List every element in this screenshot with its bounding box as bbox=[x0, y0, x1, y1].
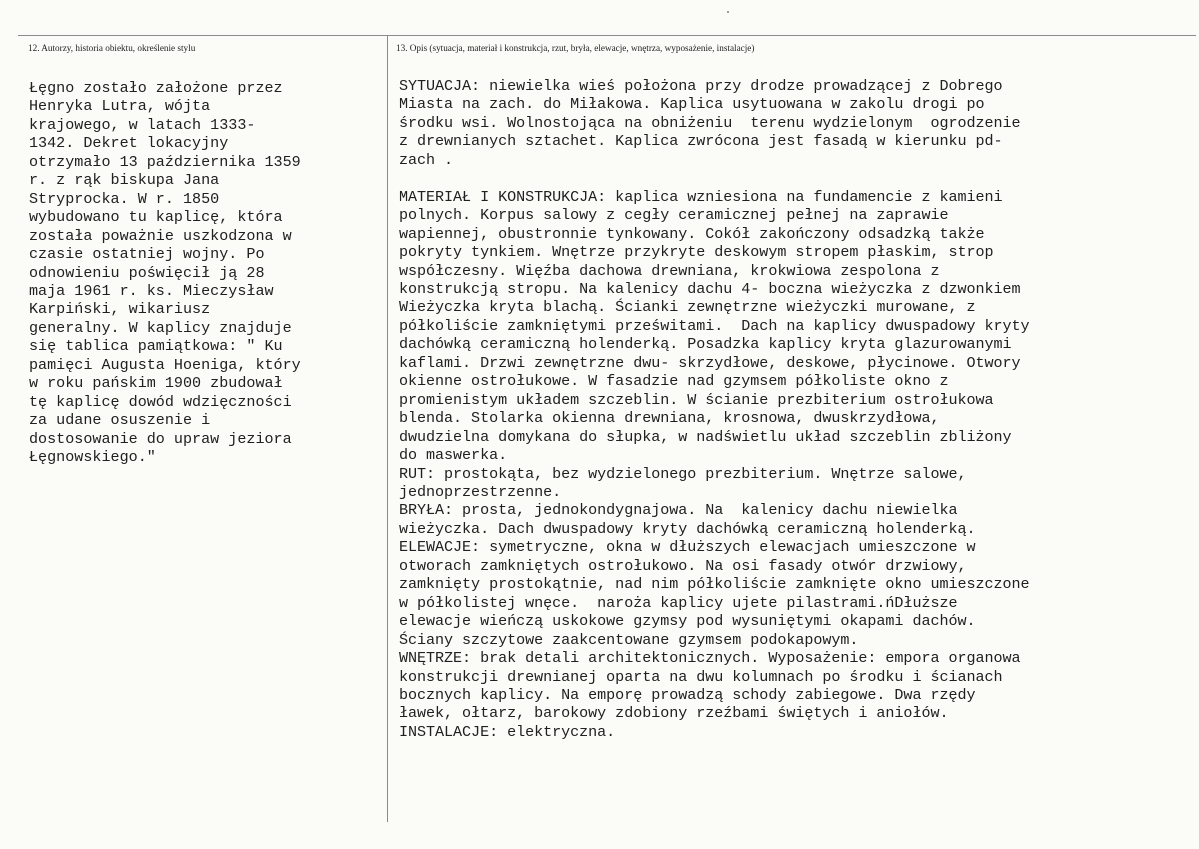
history-section-heading: 12. Autorzy, historia obiektu, określenie stylu bbox=[28, 43, 196, 53]
column-divider-line bbox=[387, 35, 388, 822]
top-border-line bbox=[18, 35, 1196, 36]
description-typewritten-text: SYTUACJA: niewielka wieś położona przy drodze prowadzącej z Dobrego Miasta na zach. do Miłakowa. Kaplica usytuowana w zakolu drogi po środku wsi. Wolnostojąca na obniżeniu terenu wydzielonym ogrodzenie z drewnianych sztachet. Kaplica zwrócona jest fasadą w kierunku pd- zach . MATERIAŁ I KONSTRUKCJA: kaplica wzniesiona na fundamencie z kamieni polnych. Korpus salowy z cegły ceramicznej pełnej na zaprawie wapiennej, obustronnie tynkowany. Cokół zakończony odsadzką także pokryty tynkiem. Wnętrze przykryte deskowym stropem płaskim, strop współczesny. Więźba dachowa drewniana, krokwiowa zespolona z konstrukcją stropu. Na kalenicy dachu 4- boczna wieżyczka z dzwonkiem Wieżyczka kryta blachą. Ścianki zewnętrzne wieżyczki murowane, z półkoliście zamkniętymi prześwitami. Dach na kaplicy dwuspadowy kryty dachówką ceramiczną holenderką. Posadzka kaplicy kryta glazurowanymi kaflami. Drzwi zewnętrzne dwu- skrzydłowe, deskowe, płycinowe. Otwory okienne ostrołukowe. W fasadzie nad gzymsem półkoliste okno z promienistym układem szczeblin. W ścianie prezbiterium ostrołukowa blenda. Stolarka okienna drewniana, krosnowa, dwuskrzydłowa, dwudzielna domykana do słupka, w nadświetlu układ szczeblin zbliżony do maswerka. RUT: prostokąta, bez wydzielonego prezbiterium. Wnętrze salowe, jednoprzestrzenne. BRYŁA: prosta, jednokondygnajowa. Na kalenicy dachu niewielka wieżyczka. Dach dwuspadowy kryty dachówką ceramiczną holenderką. ELEWACJE: symetryczne, okna w dłuższych elewacjach umieszczone w otworach zamkniętych ostrołukowo. Na osi fasady otwór drzwiowy, zamknięty prostokątnie, nad nim półkoliście zamknięte okno umieszczone w półkolistej wnęce. naroża kaplicy ujete pilastrami.ńDłuższe elewacje wieńczą uskokowe gzymsy pod wysuniętymi okapami dachów. Ściany szczytowe zaakcentowane gzymsem podokapowym. WNĘTRZE: brak detali architektonicznych. Wyposażenie: empora organowa konstrukcji drewnianej oparta na dwu kolumnach po środku i ścianach bocznych kaplicy. Na emporę prowadzą schody zabiegowe. Dwa rzędy ławek, ołtarz, barokowy zdobiony rzeźbami świętych i aniołów. INSTALACJE: elektryczna. bbox=[399, 77, 1030, 741]
description-section-heading: 13. Opis (sytuacja, materiał i konstrukcja, rzut, bryła, elewacje, wnętrza, wyposażenie, instalacje) bbox=[396, 43, 755, 53]
history-typewritten-text: Łęgno zostało założone przez Henryka Lutra, wójta krajowego, w latach 1333- 1342. Dekret lokacyjny otrzymało 13 października 1359 r. z rąk biskupa Jana Stryprocka. W r. 1850 wybudowano tu kaplicę, która została poważnie uszkodzona w czasie ostatniej wojny. Po odnowieniu poświęcił ją 28 maja 1961 r. ks. Mieczysław Karpiński, wikariusz generalny. W kaplicy znajduje się tablica pamiątkowa: " Ku pamięci Augusta Hoeniga, który w roku pańskim 1900 zbudował tę kaplicę dowód wdzięczności za udane osuszenie i dostosowanie do upraw jeziora Łęgnowskiego." bbox=[29, 79, 301, 467]
scan-speck bbox=[727, 11, 729, 13]
